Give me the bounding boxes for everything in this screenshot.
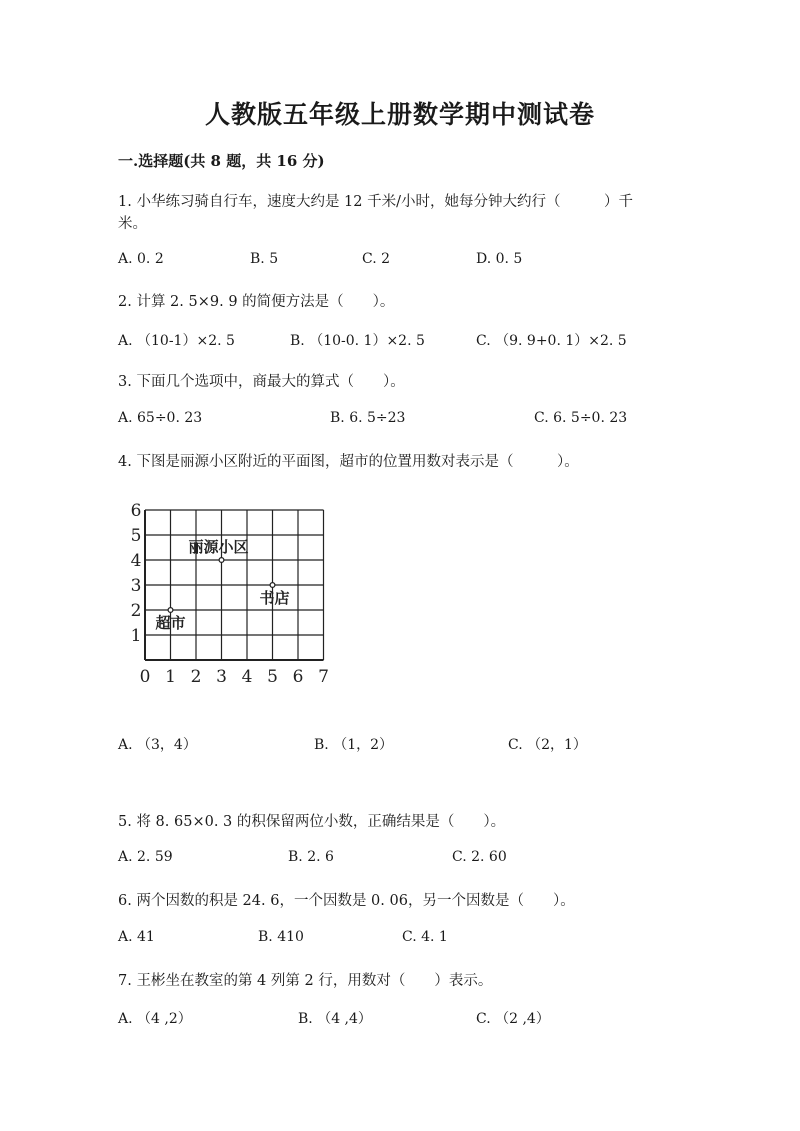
coordinate-grid-svg — [118, 497, 348, 697]
question-1-option-a[interactable]: A. 0. 2 — [118, 251, 164, 267]
section-header: 一.选择题(共 8 题，共 16 分) — [118, 152, 325, 170]
question-4-option-c[interactable]: C. （2，1） — [508, 737, 587, 753]
x-tick-label: 6 — [292, 667, 304, 687]
question-3-option-b[interactable]: B. 6. 5÷23 — [330, 410, 406, 426]
x-tick-label: 1 — [165, 667, 176, 687]
question-7-option-a[interactable]: A. （4 ,2） — [118, 1011, 192, 1027]
y-tick-label: 6 — [130, 501, 142, 521]
y-tick-label: 2 — [130, 601, 142, 621]
y-tick-label: 3 — [130, 576, 142, 596]
coordinate-grid-figure — [118, 497, 348, 697]
question-2-option-b[interactable]: B. （10-0. 1）×2. 5 — [290, 333, 425, 349]
question-5-option-c[interactable]: C. 2. 60 — [452, 849, 507, 865]
question-1-option-b[interactable]: B. 5 — [250, 251, 279, 267]
page-title: 人教版五年级上册数学期中测试卷 — [204, 100, 595, 129]
question-2-text: 2. 计算 2. 5×9. 9 的简便方法是（ ）。 — [118, 294, 395, 310]
question-5-option-b[interactable]: B. 2. 6 — [288, 849, 334, 865]
y-tick-label: 5 — [130, 526, 142, 546]
place-label: 书店 — [259, 589, 290, 607]
x-tick-label: 5 — [267, 667, 278, 687]
question-5-option-a[interactable]: A. 2. 59 — [118, 849, 173, 865]
y-tick-label: 1 — [130, 626, 142, 646]
question-1-option-c[interactable]: C. 2 — [362, 251, 391, 267]
x-tick-label: 0 — [139, 667, 151, 687]
question-4-option-b[interactable]: B. （1，2） — [314, 737, 394, 753]
question-3-option-a[interactable]: A. 65÷0. 23 — [118, 410, 203, 426]
question-5-text: 5. 将 8. 65×0. 3 的积保留两位小数，正确结果是（ ）。 — [118, 814, 506, 830]
question-6-option-a[interactable]: A. 41 — [118, 929, 155, 945]
question-4-option-a[interactable]: A. （3，4） — [118, 737, 197, 753]
y-tick-label: 4 — [130, 551, 142, 571]
question-3-option-c[interactable]: C. 6. 5÷0. 23 — [534, 410, 628, 426]
question-6-option-c[interactable]: C. 4. 1 — [402, 929, 448, 945]
question-7-option-c[interactable]: C. （2 ,4） — [476, 1011, 550, 1027]
x-tick-label: 4 — [241, 667, 253, 687]
question-6-option-b[interactable]: B. 410 — [258, 929, 304, 945]
question-2-option-a[interactable]: A. （10-1）×2. 5 — [118, 333, 235, 349]
question-2-option-c[interactable]: C. （9. 9+0. 1）×2. 5 — [476, 333, 627, 349]
x-tick-label: 7 — [318, 667, 329, 687]
x-tick-label: 2 — [190, 667, 202, 687]
question-4-text: 4. 下图是丽源小区附近的平面图，超市的位置用数对表示是（ ）。 — [118, 454, 579, 470]
question-1-text: 1. 小华练习骑自行车，速度大约是 12 千米/小时，她每分钟大约行（ ）千 — [118, 194, 633, 210]
question-7-option-b[interactable]: B. （4 ,4） — [298, 1011, 372, 1027]
place-marker — [219, 558, 224, 563]
x-tick-label: 3 — [216, 667, 227, 687]
question-6-text: 6. 两个因数的积是 24. 6，一个因数是 0. 06，另一个因数是（ ）。 — [118, 893, 575, 909]
place-marker — [270, 583, 275, 588]
place-marker — [168, 608, 173, 613]
question-3-text: 3. 下面几个选项中，商最大的算式（ ）。 — [118, 374, 405, 390]
question-1-option-d[interactable]: D. 0. 5 — [476, 251, 523, 267]
question-1-text-cont: 米。 — [118, 216, 147, 232]
place-label: 超市 — [155, 614, 186, 632]
question-7-text: 7. 王彬坐在教室的第 4 列第 2 行，用数对（ ）表示。 — [118, 973, 493, 989]
place-label: 丽源小区 — [188, 538, 249, 556]
